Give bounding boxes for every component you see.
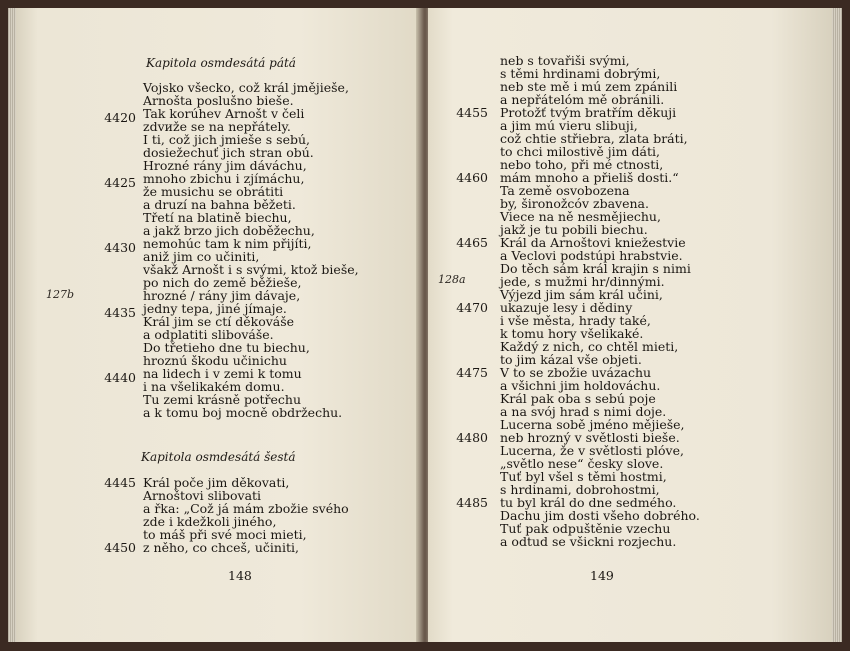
verse-line: s těmi hrdinami dobrými, — [500, 66, 661, 81]
verse-line: zde i kdežkoli jiného, — [143, 514, 277, 529]
verse-line: nebo toho, při mé ctnosti, — [500, 157, 664, 172]
verse-line: a odtud se všickni rozjechu. — [500, 534, 677, 549]
verse-line: Třetí na blatině biechu, — [143, 210, 292, 225]
verse-line: a druzí na bahna běžeti. — [143, 197, 296, 212]
verse-line: jede, s mužmi hr/dinnými. — [500, 274, 665, 289]
verse-line: to jim kázal vše objeti. — [500, 352, 642, 367]
verse-line: i vše města, hrady také, — [500, 313, 651, 328]
verse-line: Protožť tvým bratřím děkuji — [500, 105, 677, 120]
verse-line: s hrdinami, dobrohostmi, — [500, 482, 660, 497]
verse-line: Každý z nich, co chtěl mieti, — [500, 339, 679, 354]
line-number: 4485 — [456, 495, 488, 510]
verse-line: a všichni jim holdováchu. — [500, 378, 661, 393]
verse-line: jakž je tu pobili biechu. — [500, 222, 648, 237]
verse-line: což chtie střiebra, zlata bráti, — [500, 131, 688, 146]
line-number: 4435 — [104, 305, 136, 320]
verse-line: Arnoštovi slibovati — [143, 488, 262, 503]
verse-line: a na svój hrad s nimi doje. — [500, 404, 667, 419]
line-number: 4475 — [456, 365, 488, 380]
verse-line: a k tomu boj mocně obdržechu. — [143, 405, 343, 420]
verse-line: Arnošta poslušno bieše. — [143, 93, 294, 108]
verse-line: mám mnoho a přieliš dosti.“ — [500, 170, 679, 185]
verse-line: V to se zbožie uvázachu — [500, 365, 652, 380]
verse-line: Viece na ně nesmějiechu, — [500, 209, 661, 224]
right-page — [428, 8, 832, 642]
folio-marker: 127b — [46, 288, 75, 301]
left-page — [16, 8, 422, 642]
verse-line: že musichu se obrátiti — [143, 184, 284, 199]
verse-line: neb hrozný v světlosti bieše. — [500, 430, 680, 445]
verse-line: Tu zemi krásně potřechu — [143, 392, 302, 407]
page-number: 148 — [228, 568, 252, 583]
verse-line: Král pak oba s sebú poje — [500, 391, 656, 406]
verse-line: Tak korúhev Arnošt v čeli — [143, 106, 305, 121]
verse-line: ukazuje lesy i dědiny — [500, 300, 633, 315]
verse-line: Dachu jim dosti všeho dobrého. — [500, 508, 700, 523]
verse-line: a odplatiti slibováše. — [143, 327, 274, 342]
line-number: 4430 — [104, 240, 136, 255]
verse-line: hroznú škodu učinichu — [143, 353, 287, 368]
line-number: 4470 — [456, 300, 488, 315]
verse-line: nemohúc tam k nim přijíti, — [143, 236, 312, 251]
verse-line: to chci milostivě jim dáti, — [500, 144, 660, 159]
verse-line: Král da Arnoštovi kniežestvie — [500, 235, 686, 250]
line-number: 4455 — [456, 105, 488, 120]
verse-line: Lucerna, že v světlosti plóve, — [500, 443, 684, 458]
verse-line: tu byl král do dne sedmého. — [500, 495, 677, 510]
verse-line: to máš při své moci mieti, — [143, 527, 307, 542]
verse-line: neb ste mě i mú zem zpánili — [500, 79, 678, 94]
line-number: 4420 — [104, 110, 136, 125]
verse-line: Lucerna sobě jméno mějieše, — [500, 417, 685, 432]
verse-line: Výjezd jim sám král učini, — [500, 287, 663, 302]
verse-line: i na všelikakém domu. — [143, 379, 285, 394]
verse-line: hrozné / rány jim dávaje, — [143, 288, 301, 303]
verse-line: aniž jim co učiniti, — [143, 249, 260, 264]
verse-line: po nich do země běžieše, — [143, 275, 302, 290]
verse-line: jedny tepa, jiné jímaje. — [143, 301, 287, 316]
verse-line: Tuť byl všel s těmi hostmi, — [500, 469, 667, 484]
line-number: 4460 — [456, 170, 488, 185]
verse-line: a Veclovi podstúpi hrabstvie. — [500, 248, 683, 263]
verse-line: Vojsko všecko, což král jmějieše, — [143, 80, 349, 95]
verse-line: Do těch sám král krajin s nimi — [500, 261, 691, 276]
verse-line: a jakž brzo jich doběžechu, — [143, 223, 315, 238]
page-edges-left — [8, 8, 16, 642]
line-number: 4425 — [104, 175, 136, 190]
verse-line: Tuť pak odpuštěnie vzechu — [500, 521, 671, 536]
chapter-heading-85: Kapitola osmdesátá pátá — [146, 56, 296, 70]
verse-line: „světlo nese“ česky slove. — [500, 456, 664, 471]
page-number: 149 — [590, 568, 614, 583]
verse-line: Ta země osvobozena — [500, 183, 630, 198]
verse-line: Hrozné rány jim dáváchu, — [143, 158, 307, 173]
verse-line: a nepřátelóm mě obránili. — [500, 92, 665, 107]
verse-line: Král poče jim děkovati, — [143, 475, 290, 490]
page-edges-right — [832, 8, 842, 642]
folio-marker: 128a — [438, 273, 466, 286]
line-number: 4445 — [104, 475, 136, 490]
verse-line: na lidech i v zemi k tomu — [143, 366, 302, 381]
line-number: 4450 — [104, 540, 136, 555]
chapter-heading-86: Kapitola osmdesátá šestá — [141, 450, 296, 464]
verse-line: k tomu hory všelikaké. — [500, 326, 644, 341]
verse-line: zdvиže se na nepřátely. — [143, 119, 291, 134]
verse-line: by, šironožcóv zbavena. — [500, 196, 649, 211]
verse-line: mnoho zbichu i zjímáchu, — [143, 171, 305, 186]
line-number: 4440 — [104, 370, 136, 385]
verse-line: všakž Arnošt i s svými, ktož bieše, — [143, 262, 359, 277]
line-number: 4480 — [456, 430, 488, 445]
verse-line: Král jim se ctí děkováše — [143, 314, 295, 329]
verse-line: a řka: „Což já mám zbožie svého — [143, 501, 349, 516]
verse-line: neb s tovařiši svými, — [500, 53, 630, 68]
line-number: 4465 — [456, 235, 488, 250]
verse-line: z něho, co chceš, učiniti, — [143, 540, 299, 555]
verse-line: Do třetieho dne tu biechu, — [143, 340, 310, 355]
verse-line: dosiežechuť jich stran obú. — [143, 145, 314, 160]
verse-line: a jim mú vieru slibuji, — [500, 118, 638, 133]
verse-line: I ti, což jich jmieše s sebú, — [143, 132, 310, 147]
